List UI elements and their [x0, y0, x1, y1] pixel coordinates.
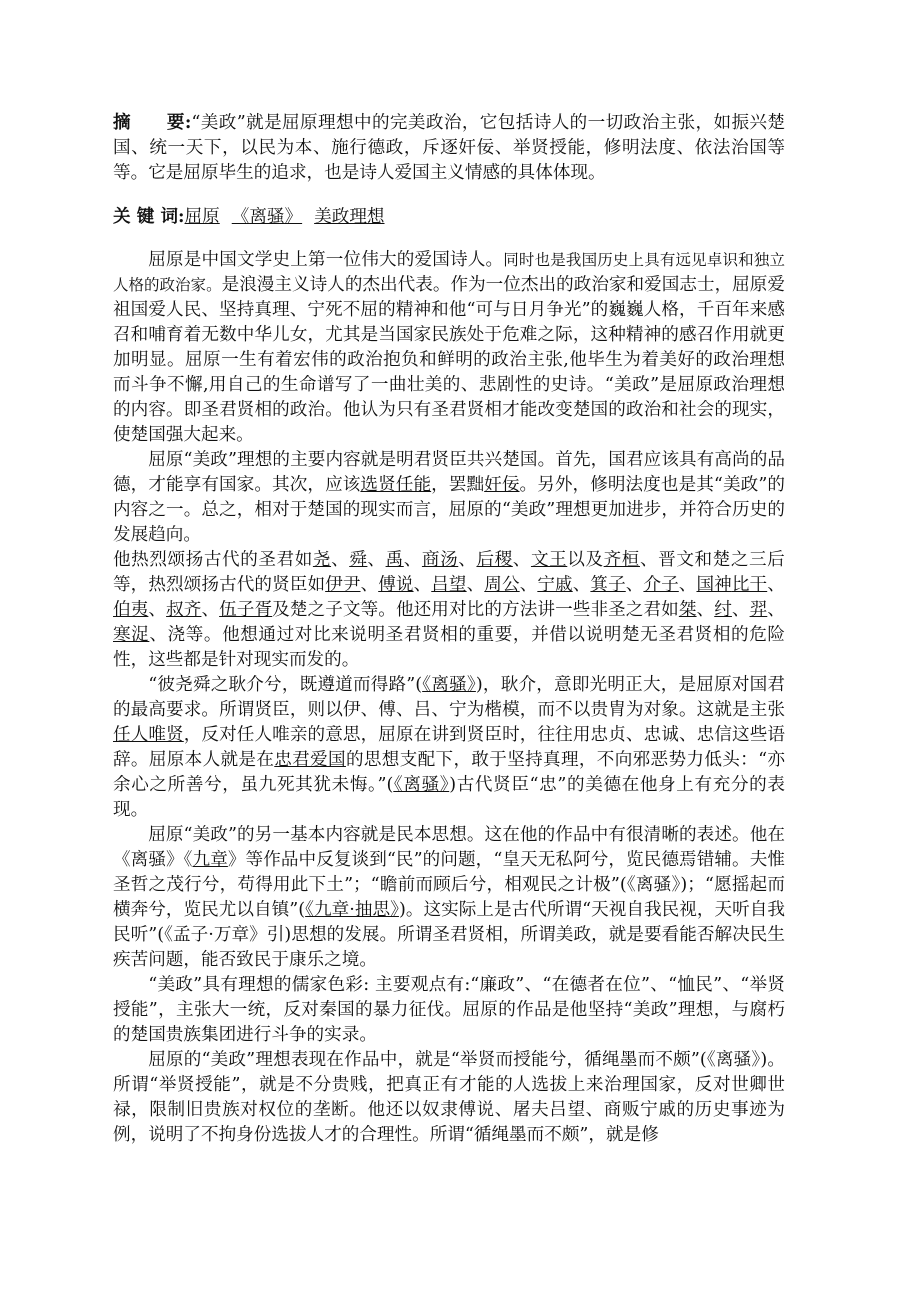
underlined-term[interactable]: 国神 [696, 575, 732, 595]
text: 、 [458, 550, 477, 570]
underlined-term[interactable]: 寒浞 [113, 625, 150, 645]
text: 、 [512, 550, 531, 570]
text: 屈原“美政”理想的主要内容就是明君贤臣共兴楚国。首先，国君应该具有高尚的品德，才能享有国家。其次，应该 [113, 450, 785, 495]
text: 、 [367, 550, 386, 570]
text: 、 [331, 550, 350, 570]
keyword-link[interactable]: 美政理想 [314, 207, 385, 227]
paragraph-2 [113, 448, 785, 548]
text: 屈原“美政”的另一基本内容就是民本思想。这在他的作品中有很清晰的表述。他在《离骚》《 [113, 825, 785, 870]
underlined-term[interactable]: 忠君爱国 [274, 750, 346, 770]
underlined-term[interactable]: 箕子 [590, 575, 626, 595]
keyword-link[interactable]: 《离骚》 [231, 207, 303, 227]
underlined-term[interactable]: 宁戚 [537, 575, 573, 595]
abstract-label: 摘 要: [113, 112, 192, 133]
text: 他热烈颂扬古代的圣君如 [113, 550, 313, 570]
underlined-term[interactable]: 后稷 [476, 550, 513, 570]
text: 、 [466, 575, 485, 595]
text: 屈原的“美政”理想表现在作品中，就是“举贤而授能兮，循绳墨而不颇”(《离骚》)。所谓“举贤授能”，就是不分贵贱，把真正有才能的人选拔上来治理国家，反对世卿世禄，限制旧贵族对权位的垄断。他还以奴隶傅说、屠夫吕望、商贩宁戚的历史事迹为例，说明了不拘身份选拔人才的合理性。所谓“循绳墨而不颇”，就是修 [113, 1050, 785, 1145]
underlined-term[interactable]: 吕望 [431, 575, 467, 595]
text: 、 [696, 600, 715, 620]
underlined-term[interactable]: 伯夷 [113, 600, 149, 620]
text: )。这实际上是古代所谓“天视自我民视，天听自我民听”(《孟子·万章》引)思想的发展。所谓圣君贤相，所谓美政，就是要看能否解决民生疾苦问题，能否致民于康乐之境。 [113, 900, 785, 970]
abstract-text: “美政”就是屈原理想中的完美政治，它包括诗人的一切政治主张，如振兴楚国、统一天下，以民为本、施行德政，斥逐奸佞、举贤授能，修明法度、依法治国等等。它是屈原毕生的追求，也是诗人爱国主义情感的具体体现。 [113, 113, 785, 183]
text: 及楚之子文等。他还用对比的方法讲一些非圣之君如 [272, 600, 679, 620]
keywords-label: 关 键 词: [113, 206, 185, 227]
underlined-term[interactable]: 桀 [678, 600, 697, 620]
underlined-term[interactable]: 周公 [484, 575, 520, 595]
underlined-term[interactable]: 禹 [385, 550, 404, 570]
paper-page [113, 110, 785, 1148]
underlined-term[interactable]: 《离骚》 [393, 775, 450, 795]
text: ，罢黜 [431, 475, 485, 495]
text: ，反对任人唯亲的意思，屈原在讲到贤臣时，往往用忠贞、忠诚、忠信这些语辞。屈原本人就是在 [113, 725, 785, 770]
underlined-term[interactable]: 叔齐 [166, 600, 202, 620]
text: 、 [201, 600, 220, 620]
text: )古代贤臣“忠”的美德在他身上有充分的表现。 [113, 775, 785, 820]
underlined-term[interactable]: 比干 [731, 575, 768, 595]
underlined-term[interactable]: 舜 [349, 550, 368, 570]
underlined-term[interactable]: 尧 [312, 550, 332, 570]
paragraph-4 [113, 673, 785, 823]
text: 的思想支配下，敢于坚持真理，不向邪恶势力低头：“亦余心之所善兮，虽九死其犹未悔。”( [113, 750, 785, 795]
underlined-term[interactable]: 伊尹 [325, 575, 361, 595]
underlined-term[interactable]: 文王 [530, 550, 568, 570]
text: 。另外，修明法度也是其“美政”的内容之一。总之，相对于楚国的现实而言，屈原的“美政”理想更加进步，并符合历史的发展趋向。 [113, 475, 785, 545]
underlined-term[interactable]: 羿 [749, 600, 768, 620]
underlined-term[interactable]: 介子 [643, 575, 679, 595]
underlined-term[interactable]: 奸佞 [484, 475, 520, 495]
paragraph-7 [113, 1048, 785, 1148]
text: 、 [678, 575, 697, 595]
underlined-term[interactable]: 《九章·抽思》 [305, 900, 399, 920]
text: 、浇等。他想通过对比来说明圣君贤相的重要，并借以说明楚无圣君贤相的危险性，这些都是针对现实而发的。 [113, 625, 785, 670]
text: 屈原是中国文学史上第一位伟大的爱国诗人。 [148, 250, 504, 270]
text: 、 [767, 575, 785, 595]
underlined-term[interactable]: 纣 [714, 600, 732, 620]
underlined-term[interactable]: 傅说 [378, 575, 414, 595]
abstract [113, 110, 785, 186]
underlined-term[interactable]: 《离骚》 [422, 675, 476, 695]
paragraph-6 [113, 973, 785, 1048]
text: 、 [625, 575, 644, 595]
keyword-link[interactable]: 屈原 [184, 207, 220, 227]
text: 同时也是我国历史上具有远见卓识和独立人格的政治家。 [113, 251, 785, 294]
underlined-term[interactable]: 选贤任能 [360, 475, 432, 495]
text: 、 [148, 600, 167, 620]
underlined-term[interactable]: 齐桓 [603, 550, 640, 570]
text: 、 [767, 600, 785, 620]
text: 、 [360, 575, 379, 595]
text: 、晋文和楚之三后等，热烈颂扬古代的贤臣如 [113, 550, 785, 595]
text: 》等作品中反复谈到“民”的问题，“皇天无私阿兮，览民德焉错辅。夫惟圣哲之茂行兮，苟得用此下土”；“瞻前而顾后兮，相观民之计极”(《离骚》)；“愿摇起而横奔兮，览民尤以自镇”( [113, 850, 785, 920]
text: 、 [413, 575, 432, 595]
text: “彼尧舜之耿介兮，既遵道而得路”( [148, 675, 423, 695]
text: “美政”具有理想的儒家色彩: 主要观点有:“廉政”、“在德者在位”、“恤民”、“举贤授能”，主张大一统，反对秦国的暴力征伐。屈原的作品是他坚持“美政”理想，与腐朽的楚国贵族集团进行斗争的实录。 [113, 975, 785, 1045]
underlined-term[interactable]: 任人唯贤 [113, 725, 184, 745]
underlined-term[interactable]: 商汤 [421, 550, 459, 570]
text: 以及 [567, 550, 604, 570]
text: 、 [731, 600, 750, 620]
text: 是浪漫主义诗人的杰出代表。作为一位杰出的政治家和爱国志士，屈原爱祖国爱人民、坚持真理、宁死不屈的精神和他“可与日月争光”的巍巍人格，千百年来感召和哺育着无数中华儿女，尤其是当国家民族处于危难之际，这种精神的感召作用就更加明显。屈原一生有着宏伟的政治抱负和鲜明的政治主张,他毕生为着美好的政治理想而斗争不懈,用自己的生命谱写了一曲壮美的、悲剧性的史诗。“美政”是屈原政治理想的内容。即圣君贤相的政治。他认为只有圣君贤相才能改变楚国的政治和社会的现实，使楚国强大起来。 [113, 275, 785, 445]
text: 、 [403, 550, 422, 570]
underlined-term[interactable]: 九章 [192, 850, 228, 870]
paragraph-3 [113, 548, 785, 673]
text: 、 [572, 575, 591, 595]
paragraph-5 [113, 823, 785, 973]
underlined-term[interactable]: 伍子胥 [219, 600, 273, 620]
keywords [113, 204, 785, 230]
text: )，耿介，意即光明正大，是屈原对国君的最高要求。所谓贤臣，则以伊、傅、吕、宁为楷模，而不以贵胄为对象。这就是主张 [113, 675, 786, 720]
text: 、 [519, 575, 538, 595]
paragraph-1 [113, 248, 785, 448]
